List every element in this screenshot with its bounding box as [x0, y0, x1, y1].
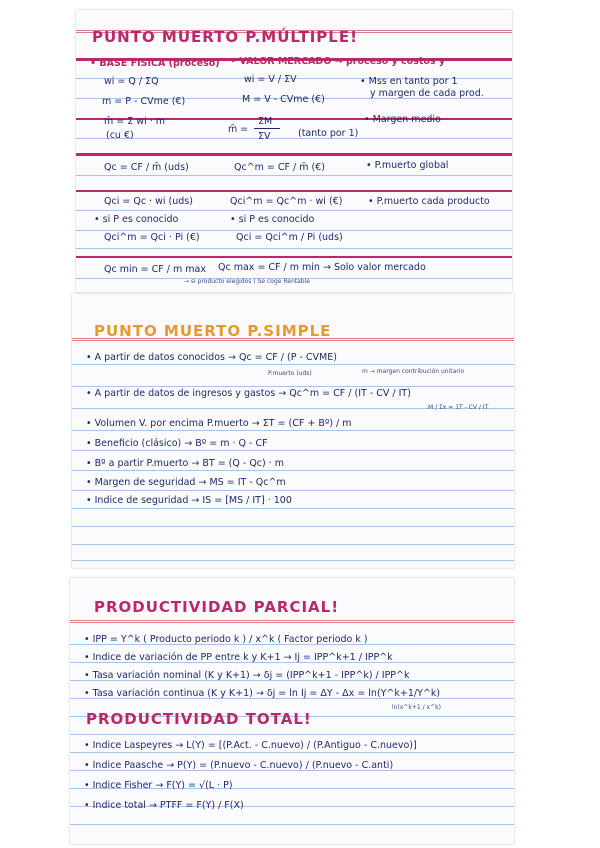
row-note: → si producto elegidos ( Se coge Rentable: [184, 278, 310, 285]
row-m-mercado: M = V - CVme (€): [242, 94, 325, 105]
fraction-bar: [254, 128, 280, 129]
simple-row-5: • Bº a partir P.muerto → BT = (Q - Qc) · m: [86, 458, 285, 469]
row-qci: Qci = Qc · wi (uds): [104, 196, 193, 207]
row-m-fisica: m = P - CVme (€): [102, 96, 186, 107]
row-si-p-2: • si P es conocido: [230, 214, 315, 225]
total-row-4: • Indice total → PTFF = F(Y) / F(X): [84, 800, 244, 811]
row-si-p-1: • si P es conocido: [94, 214, 179, 225]
row-mss: • Mss en tanto por 1: [360, 76, 458, 87]
row-mbar-eq: m̄ =: [228, 124, 249, 135]
row-margen-medio: • Margen medio: [364, 114, 441, 125]
row-qc: Qc = CF / m̄ (uds): [104, 162, 189, 173]
card-punto-muerto-simple: [72, 294, 514, 568]
card3-title-parcial: PRODUCTIVIDAD PARCIAL!: [94, 598, 340, 616]
simple-row-2-note: M / Σx = 1T - CV / IT: [428, 404, 489, 411]
row-valor-mercado: • VALOR MERCADO → proceso y costos y: [230, 56, 446, 67]
row-qcm: Qc^m = CF / m̄ (€): [234, 162, 325, 173]
simple-row-3: • Volumen V. por encima P.muerto → ΣT = (CF + Bº) / m: [86, 418, 352, 429]
simple-row-4: • Beneficio (clásico) → Bº = m · Q - CF: [86, 438, 268, 449]
row-qcim: Qci^m = Qc^m · wi (€): [230, 196, 343, 207]
row-sum-m: ΣM: [258, 116, 273, 127]
simple-row-1: • A partir de datos conocidos → Qc = CF / (P - CVME): [86, 352, 337, 363]
row-mss-2: y margen de cada prod.: [370, 88, 484, 99]
simple-row-1-note2: m → margen contribución unitario: [362, 368, 465, 375]
row-cu: (cu €): [106, 130, 134, 141]
total-row-2: • Indice Paasche → P(Y) = (P.nuevo - C.nuevo) / (P.nuevo - C.anti): [84, 760, 394, 771]
row-mbar-fisica: m̄ = Σ wi · m: [104, 116, 165, 127]
row-qci-pi: Qci = Qci^m / Pi (uds): [236, 232, 343, 243]
prod-row-3: • Tasa variación nominal (K y K+1) → ẟj = (IPP^k+1 - IPP^k) / IPP^k: [84, 670, 410, 681]
card-punto-muerto-multiple: [76, 10, 512, 292]
simple-row-2: • A partir de datos de ingresos y gastos → Qc^m = CF / (IT - CV / IT): [86, 388, 411, 399]
prod-row-2: • Indice de variación de PP entre k y K+1 → Ij = IPP^k+1 / IPP^k: [84, 652, 393, 663]
simple-row-6: • Margen de seguridad → MS = IT - Qc^m: [86, 477, 286, 488]
row-pmuerto-global: • P.muerto global: [366, 160, 449, 171]
prod-row-4-note: ln(x^k+1 / x^k): [392, 704, 441, 711]
prod-row-1: • IPP = Y^k ( Producto periodo k ) / x^k ( Factor periodo k ): [84, 634, 368, 645]
row-pmuerto-producto: • P.muerto cada producto: [368, 196, 490, 207]
card-productividad: [70, 578, 514, 844]
row-base-fisica: • BASE FISICA (proceso): [90, 58, 220, 69]
card2-title: PUNTO MUERTO P.SIMPLE: [94, 322, 332, 340]
row-tanto-por-1: (tanto por 1): [298, 128, 359, 139]
total-row-3: • Indice Fisher → F(Y) = √(L · P): [84, 780, 233, 791]
row-wi-mercado: wi = V / ΣV: [244, 74, 297, 85]
simple-row-1-note1: P.muerto (uds): [268, 370, 312, 377]
total-row-1: • Indice Laspeyres → L(Y) = [(P.Act. - C.nuevo) / (P.Antiguo - C.nuevo)]: [84, 740, 417, 751]
row-qcmin: Qc min = CF / m max: [104, 264, 206, 275]
row-qcmax: Qc max = CF / m min → Solo valor mercado: [218, 262, 426, 273]
card3-title-total: PRODUCTIVIDAD TOTAL!: [86, 710, 312, 728]
row-sum-v: ΣV: [258, 131, 271, 142]
prod-row-4: • Tasa variación continua (K y K+1) → ẟj = ln Ij = ΔY - Δx = ln(Y^k+1/Y^k): [84, 688, 441, 699]
card1-title: PUNTO MUERTO P.MÚLTIPLE!: [92, 28, 358, 46]
row-qcim-pi: Qci^m = Qci · Pi (€): [104, 232, 200, 243]
simple-row-7: • Indice de seguridad → IS = [MS / IT] · 100: [86, 495, 292, 506]
row-wi-fisica: wi = Q / ΣQ: [104, 76, 159, 87]
